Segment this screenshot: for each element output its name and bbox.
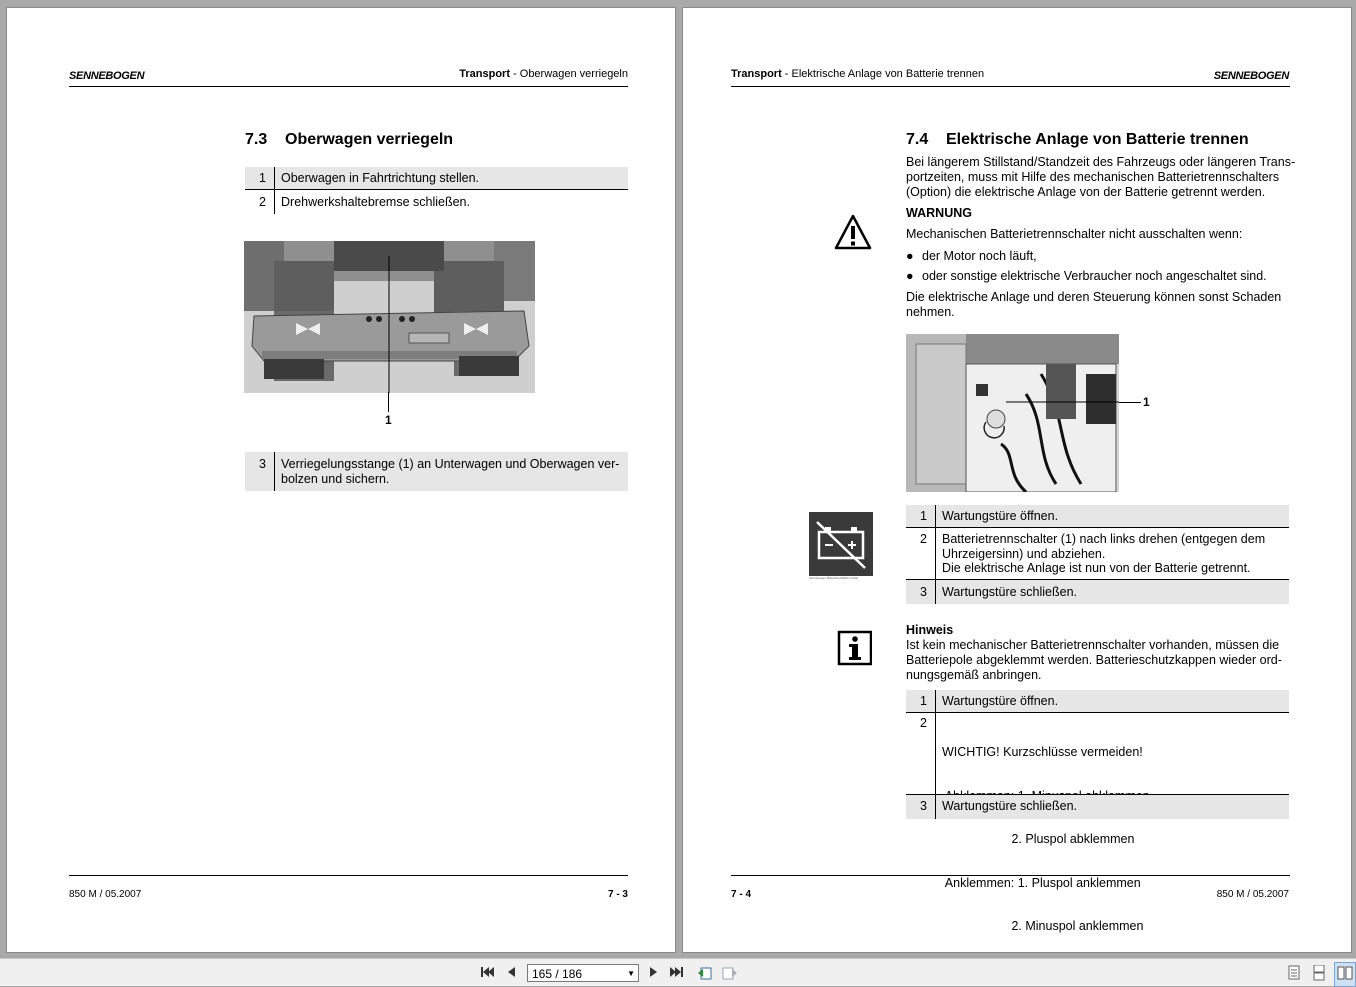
text-line: Ist kein mechanischer Batterietrennschalter vorhanden, müssen die bbox=[906, 638, 1280, 652]
sign-caption: Sennebogen Maschinenfabrik GmbH bbox=[809, 576, 859, 580]
header-chapter: Transport bbox=[731, 68, 782, 80]
battery-switch-photo bbox=[906, 334, 1119, 492]
single-page-view-icon[interactable] bbox=[1287, 965, 1301, 984]
text-line: Bei längerem Stillstand/Standzeit des Fahrzeugs oder längeren Trans- bbox=[906, 155, 1296, 169]
step-row bbox=[245, 167, 628, 190]
warning-triangle-icon bbox=[834, 213, 872, 256]
step-row bbox=[245, 190, 628, 214]
warning-title: WARNUNG bbox=[906, 206, 972, 220]
note-title: Hinweis bbox=[906, 623, 954, 637]
step-number: 3 bbox=[906, 795, 936, 819]
bullet-dot-icon: ● bbox=[906, 249, 914, 263]
header-topic: - Elektrische Anlage von Batterie trennen bbox=[781, 68, 985, 80]
step-number: 2 bbox=[906, 713, 936, 794]
figure-callout: 1 bbox=[385, 413, 392, 427]
step-number: 1 bbox=[906, 505, 936, 527]
consequence-paragraph bbox=[906, 290, 1296, 320]
footer-rule bbox=[69, 875, 628, 876]
callout-line bbox=[1119, 402, 1141, 403]
footer-doc-id: 850 M / 05.2007 bbox=[1216, 889, 1289, 900]
step-number: 1 bbox=[906, 690, 936, 712]
step-text-line: 2. Minuspol anklemmen bbox=[942, 919, 1144, 933]
step-number: 3 bbox=[245, 452, 275, 491]
right-page bbox=[682, 7, 1352, 953]
bullet-text: oder sonstige elektrische Verbraucher noch angeschaltet sind. bbox=[922, 269, 1267, 283]
info-icon bbox=[836, 627, 872, 672]
two-page-view-icon[interactable] bbox=[1334, 962, 1356, 987]
step-text-line: bolzen und sichern. bbox=[281, 471, 390, 486]
text-line: Batteriepole abgeklemmt werden. Batterieschutzkappen wieder ord- bbox=[906, 653, 1282, 667]
text-line: Die elektrische Anlage und deren Steuerung können sonst Schaden bbox=[906, 290, 1282, 304]
battery-disconnect-icon bbox=[809, 512, 873, 576]
text-line: nehmen. bbox=[906, 305, 955, 319]
footer-doc-id: 850 M / 05.2007 bbox=[69, 889, 142, 900]
step-number: 2 bbox=[245, 190, 275, 214]
bullet-dot-icon: ● bbox=[906, 269, 914, 283]
step-text-line: Verriegelungsstange (1) an Unterwagen und Oberwagen ver- bbox=[281, 457, 620, 471]
footer-page-number: 7 - 4 bbox=[731, 889, 752, 900]
footer-page-number: 7 - 3 bbox=[607, 889, 628, 900]
step-text bbox=[275, 452, 619, 491]
next-page-icon[interactable] bbox=[648, 965, 660, 982]
step-text: Wartungstüre öffnen. bbox=[942, 694, 1059, 708]
step-row bbox=[245, 452, 628, 491]
callout-line bbox=[388, 392, 389, 412]
warning-text: Mechanischen Batterietrennschalter nicht ausschalten wenn: bbox=[906, 227, 1243, 241]
undercarriage-photo bbox=[244, 241, 535, 393]
header-chapter: Transport bbox=[459, 68, 510, 80]
figure-callout: 1 bbox=[1143, 395, 1150, 409]
step-text-line: Die elektrische Anlage ist nun von der Batterie getrennt. bbox=[942, 561, 1251, 575]
bullet-item bbox=[906, 269, 1267, 283]
footer-rule bbox=[731, 875, 1290, 876]
step-number: 3 bbox=[906, 580, 936, 604]
text-line: nungsgemäß anbringen. bbox=[906, 668, 1042, 682]
bullet-text: der Motor noch läuft, bbox=[922, 249, 1037, 263]
running-header bbox=[459, 68, 628, 80]
step-row bbox=[906, 505, 1289, 528]
step-row bbox=[906, 580, 1289, 604]
chevron-down-icon[interactable]: ▼ bbox=[627, 969, 635, 978]
step-text: Oberwagen in Fahrtrichtung stellen. bbox=[281, 171, 480, 185]
step-text-line: Anklemmen: 1. Pluspol anklemmen bbox=[942, 875, 1141, 890]
note-paragraph bbox=[906, 638, 1296, 683]
header-rule bbox=[731, 86, 1290, 87]
step-number: 1 bbox=[245, 167, 275, 189]
section-title: Elektrische Anlage von Batterie trennen bbox=[946, 131, 1249, 148]
step-row bbox=[906, 795, 1289, 819]
left-page bbox=[6, 7, 676, 953]
header-rule bbox=[69, 86, 628, 87]
prev-page-icon[interactable] bbox=[505, 965, 517, 982]
last-page-icon[interactable] bbox=[670, 965, 684, 982]
text-line: portzeiten, muss mit Hilfe des mechanischen Batterietrennschalters bbox=[906, 170, 1280, 184]
sennebogen-logo: SENNEBOGEN bbox=[1213, 70, 1289, 82]
continuous-view-icon[interactable] bbox=[1312, 965, 1326, 984]
page-number-selector[interactable] bbox=[527, 964, 639, 982]
page-number-value: 165 / 186 bbox=[532, 967, 583, 981]
step-text: Wartungstüre schließen. bbox=[942, 799, 1078, 813]
bullet-item bbox=[906, 249, 1037, 263]
step-row bbox=[906, 528, 1289, 580]
step-text-line: Batterietrennschalter (1) nach links drehen (entgegen dem bbox=[942, 532, 1266, 546]
first-page-icon[interactable] bbox=[480, 965, 494, 982]
step-row bbox=[906, 690, 1289, 713]
step-text-line: 2. Pluspol abklemmen bbox=[942, 832, 1135, 846]
step-text: Drehwerkshaltebremse schließen. bbox=[281, 195, 470, 209]
running-header bbox=[731, 68, 984, 80]
header-topic: - Oberwagen verriegeln bbox=[509, 68, 628, 80]
step-text-line: WICHTIG! Kurzschlüsse vermeiden! bbox=[942, 745, 1143, 759]
previous-view-icon[interactable] bbox=[697, 965, 713, 984]
sennebogen-logo: SENNEBOGEN bbox=[69, 70, 145, 82]
section-number: 7.3 bbox=[245, 131, 268, 148]
next-view-icon[interactable] bbox=[722, 965, 738, 984]
section-number: 7.4 bbox=[906, 131, 929, 148]
viewer-toolbar bbox=[0, 958, 1356, 986]
step-text bbox=[936, 528, 1265, 579]
text-line: (Option) die elektrische Anlage von der Batterie getrennt werden. bbox=[906, 185, 1266, 199]
step-number: 2 bbox=[906, 528, 936, 579]
section-heading bbox=[906, 131, 1249, 149]
section-title: Oberwagen verriegeln bbox=[285, 131, 454, 148]
section-heading bbox=[245, 131, 453, 149]
intro-paragraph bbox=[906, 155, 1296, 200]
step-text: Wartungstüre schließen. bbox=[942, 585, 1078, 599]
step-text: Wartungstüre öffnen. bbox=[942, 509, 1059, 523]
step-text-line: Uhrzeigersinn) und abziehen. bbox=[942, 546, 1106, 561]
